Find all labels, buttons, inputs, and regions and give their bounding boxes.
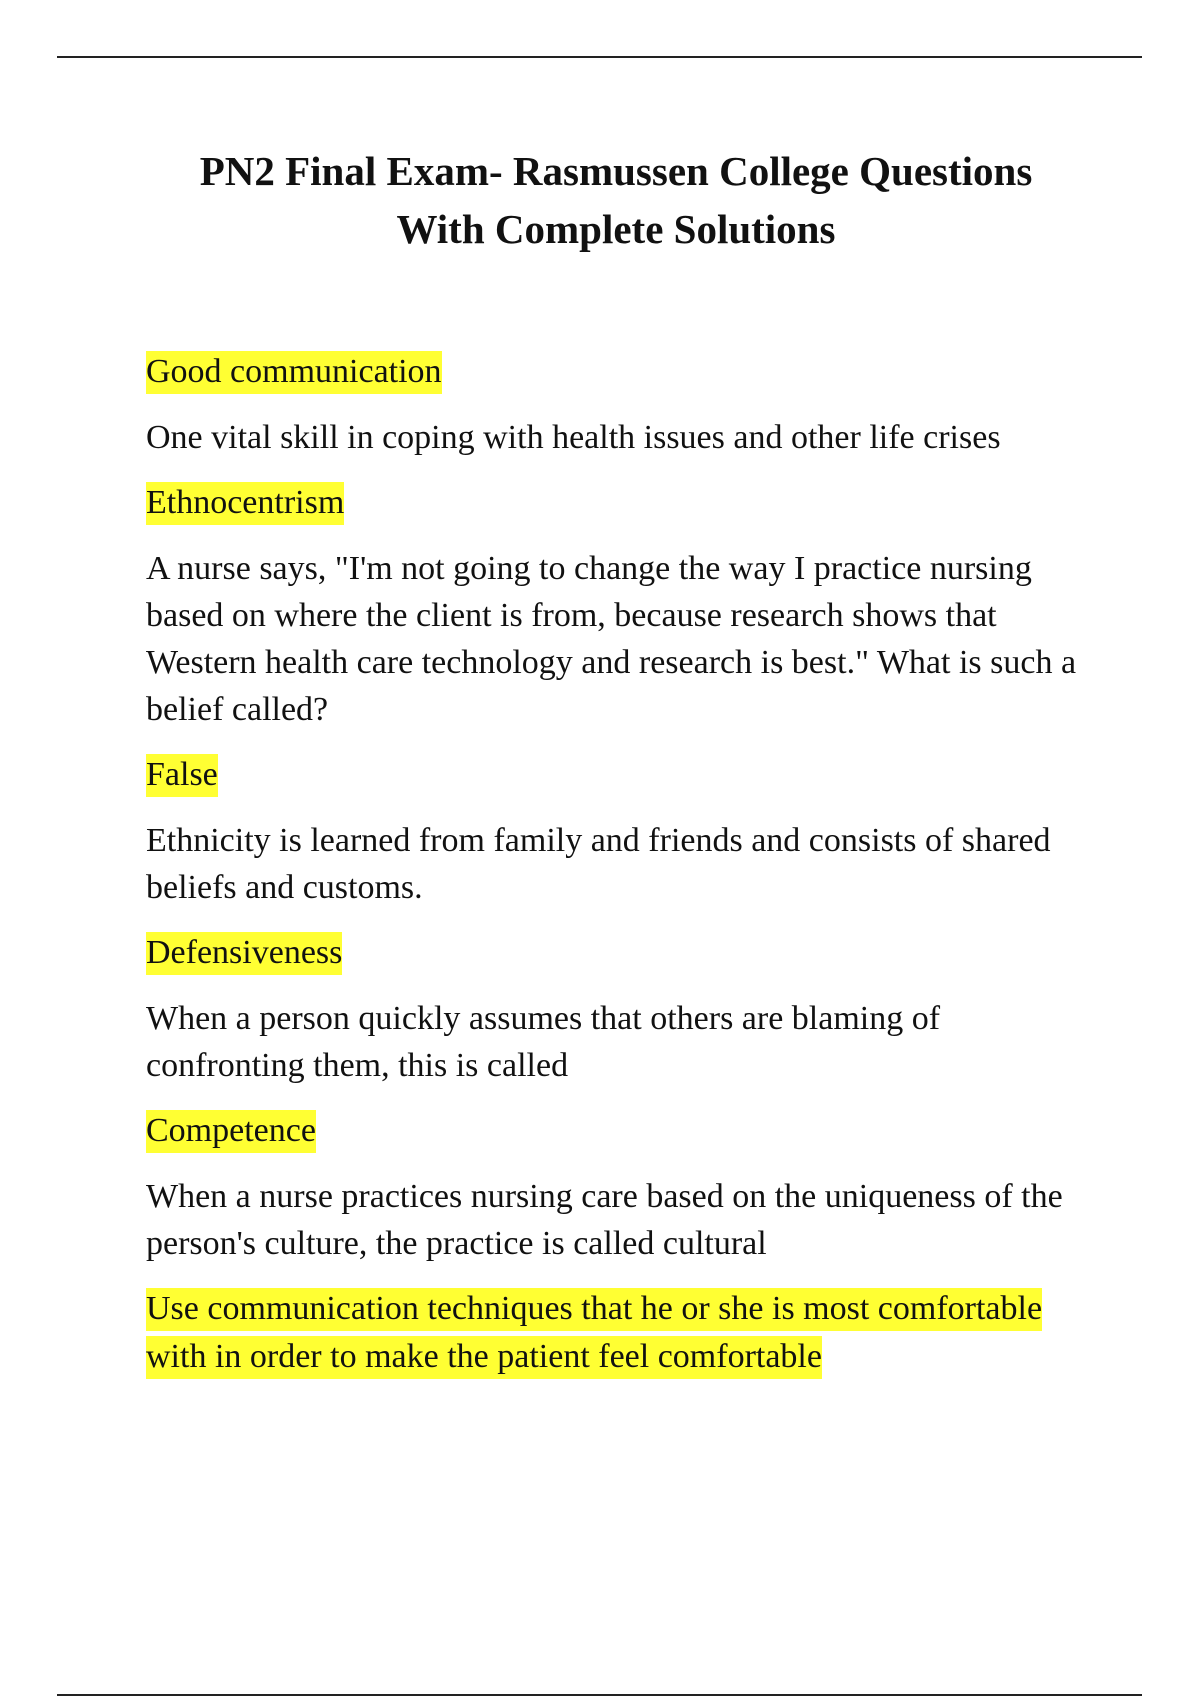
- highlighted-term: Good communication: [146, 351, 442, 394]
- flashcard: [146, 348, 1106, 461]
- highlighted-term: False: [146, 754, 218, 797]
- definition-text: Ethnicity is learned from family and friends and consists of shared beliefs and customs.: [146, 822, 1051, 906]
- flashcard: [146, 1285, 1106, 1381]
- flashcard: [146, 479, 1106, 733]
- definition-text: When a nurse practices nursing care based on the uniqueness of the person's culture, the practice is called cultural: [146, 1178, 1063, 1262]
- definition-text: When a person quickly assumes that others are blaming of confronting them, this is called: [146, 1000, 941, 1084]
- flashcard: [146, 929, 1106, 1089]
- definition-text: A nurse says, "I'm not going to change the way I practice nursing based on where the client is from, because research shows that Western health care technology and research is best." What is such a belief called?: [146, 550, 1077, 728]
- title-line-1: PN2 Final Exam- Rasmussen College Questions: [199, 148, 1033, 194]
- definition-text: One vital skill in coping with health issues and other life crises: [146, 419, 1001, 456]
- highlighted-term: Defensiveness: [146, 932, 342, 975]
- document-title: [100, 142, 1132, 258]
- highlighted-term: Ethnocentrism: [146, 482, 344, 525]
- top-divider: [57, 56, 1142, 58]
- flashcard: [146, 1107, 1106, 1267]
- highlighted-term: Use communication techniques that he or she is most comfortable with in order to make the patient feel comfortable: [146, 1288, 1042, 1379]
- title-line-2: With Complete Solutions: [396, 206, 836, 252]
- highlighted-term: Competence: [146, 1110, 316, 1153]
- flashcard: [146, 751, 1106, 911]
- bottom-divider: [57, 1694, 1142, 1696]
- flashcard-list: [146, 348, 1106, 1399]
